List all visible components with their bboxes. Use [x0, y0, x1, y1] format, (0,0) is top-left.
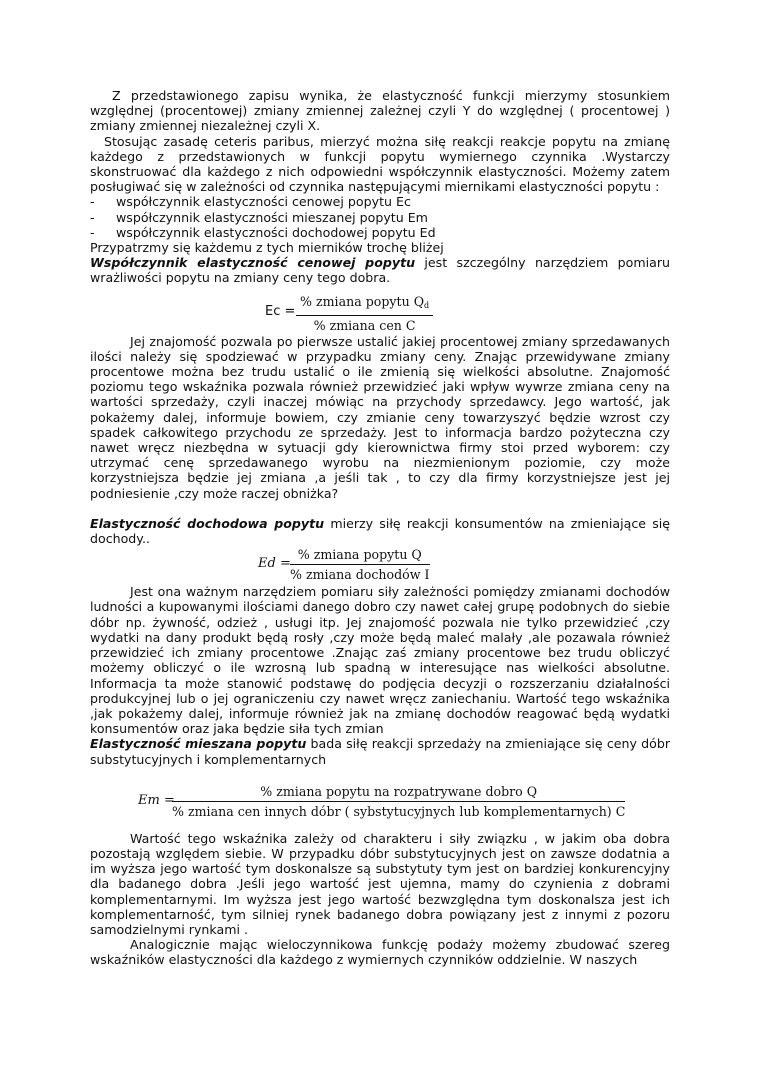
paragraph-intro: Z przedstawionego zapisu wynika, że elastyczność funkcji mierzymy stosunkiem względnej (procentowej) zmiany zmiennej zależnej czyli Y do względnej ( procentowej ) zmiany zmiennej niezależnej czyli X.: [90, 88, 670, 134]
formula-em: [90, 767, 670, 831]
section-title: Elastyczność mieszana popytu: [90, 736, 307, 752]
section-title: Elastyczność dochodowa popytu: [90, 515, 325, 531]
formula-fraction: [296, 294, 433, 333]
formula-denominator: % zmiana cen innych dóbr ( sybstytucyjnych lub komplementarnych) C: [172, 803, 626, 819]
section-title: Współczynnik elastyczność cenowej popytu: [90, 255, 416, 271]
section-income-elasticity: [90, 516, 670, 546]
paragraph-ceteris-paribus: Stosując zasadę ceteris paribus, mierzyć można siłę reakcji reakcje popytu na zmianę każdego z przedstawionych w funkcji popytu wymiernego czynnika .Wystarczy skonstruować dla każdego z nich odpowiedni współczynnik elastyczności. Możemy zatem posługiwać się w zależności od czynnika następującymi miernikami elastyczności popytu :: [90, 133, 670, 195]
list-item: - współczynnik elastyczności dochodowej popytu Ed: [90, 225, 670, 240]
formula-denominator: % zmiana dochodów I: [290, 567, 430, 583]
formula-lhs: Ec =: [265, 303, 296, 319]
formula-ec: [90, 286, 670, 334]
paragraph-cross-elasticity-usage: Wartość tego wskaźnika zależy od charakteru i siły związku , w jakim oba dobra pozostają względem siebie. W przypadku dóbr substytucyjnych jest on zawsze dodatnia a im wyższa jego wartość tym doskonalsze są substytuty tym jest on bardziej konkurencyjny dla badanego dobra .Jeśli jego wartość jest ujemna, mamy do czynienia z dobrami komplementarnymi. Im wyższa jest jego wartość bezwzględna tym doskonalsza jest ich komplementarność, tym silniej rynek badanego dobra powiązany jest z innymi z pozoru samodzielnymi rynkami .: [90, 830, 670, 937]
formula-numerator: % zmiana popytu Q: [290, 547, 430, 565]
section-text: bada siłę reakcji sprzedaży na zmieniające się ceny dóbr substytucyjnych i komplementarnych: [90, 736, 670, 767]
section-cross-elasticity: [90, 736, 670, 766]
formula-numerator: % zmiana popytu Q: [300, 293, 425, 309]
paragraph-supply-analogy: Analogicznie mając wieloczynnikowa funkcję podaży możemy zbudować szereg wskaźników elastyczności dla każdego z wymiernych czynników oddzielnie. W naszych: [90, 937, 670, 968]
formula-subscript: d: [424, 300, 430, 310]
section-price-elasticity: [90, 255, 670, 285]
paragraph-price-elasticity-usage: Jej znajomość pozwala po pierwsze ustalić jakiej procentowej zmiany sprzedawanych ilości należy się spodziewać w przypadku zmiany ceny. Znając przewidywane zmiany procentowe można bez trudu ustalić o ile zmienią się wielkości absolutne. Znajomość poziomu tego wskaźnika pozwala również przewidzieć jaki wpływ wywrze zmiana ceny na wartości sprzedaży, czyli inaczej mówiąc na przychody sprzedawcy. Jego wartość, jak pokażemy dalej, informuje bowiem, czy zmianie ceny towarzyszyć będzie wzrost czy spadek całkowitego przychodu ze sprzedaży. Jest to informacja bardzo pożyteczna czy nawet wręcz niezbędna w sytuacji gdy kierownictwa firmy stoi przed wyborem: czy utrzymać cenę sprzedawanego wyrobu na niezmienionym poziomie, czy może korzystniejsza będzie jej zmiana ,a jeśli tak , to czy dla firmy korzystniejsze jest jej podniesienie ,czy może raczej obniżka?: [90, 333, 670, 501]
list-item: - współczynnik elastyczności cenowej popytu Ec: [90, 194, 670, 209]
paragraph-closer-look: Przypatrzmy się każdemu z tych mierników trochę bliżej: [90, 240, 444, 256]
list-item: - współczynnik elastyczności mieszanej popytu Em: [90, 210, 670, 225]
paragraph-income-elasticity-usage: Jest ona ważnym narzędziem pomiaru siły zależności pomiędzy zmianami dochodów ludności a kupowanymi ilościami danego dobro czy nawet całej grupę podobnych do siebie dóbr np. żywność, odzież , usługi itp. Jej znajomość pozwala nie tylko przewidzieć ,czy wydatki na dany produkt będą rosły ,czy może będą maleć malały ,ale pozawala również przewidzieć ich zmiany procentowe .Znając zaś zmiany procentowe bez trudu obliczyć możemy obliczyć o ile wzrosną lub spadną w interesujące nas wielkości absolutne. Informacja ta może stanowić podstawę do podjęcia decyzji o rozszerzaniu działalności produkcyjnej lub o jej ograniczeniu czy nawet wręcz zaniechaniu. Wartość tego wskaźnika ,jak pokażemy dalej, informuje również jak na zmianę dochodów reagować będą wydatki konsumentów oraz jaka będzie siła tych zmian: [90, 584, 670, 737]
formula-fraction: [172, 784, 625, 819]
document-page: [90, 88, 670, 968]
formula-lhs: Ed =: [258, 556, 291, 572]
formula-numerator: % zmiana popytu na rozpatrywane dobro Q: [172, 784, 625, 802]
formula-ed: [90, 546, 670, 584]
formula-denominator: % zmiana cen C: [313, 317, 416, 333]
coefficient-list: [90, 194, 670, 240]
section-text: jest szczególny narzędziem pomiaru wrażliwości popytu na zmiany ceny tego dobra.: [90, 255, 670, 286]
formula-lhs: Em =: [138, 792, 175, 808]
formula-fraction: [290, 547, 430, 582]
section-text: mierzy siłę reakcji konsumentów na zmieniające się dochody..: [90, 515, 671, 547]
